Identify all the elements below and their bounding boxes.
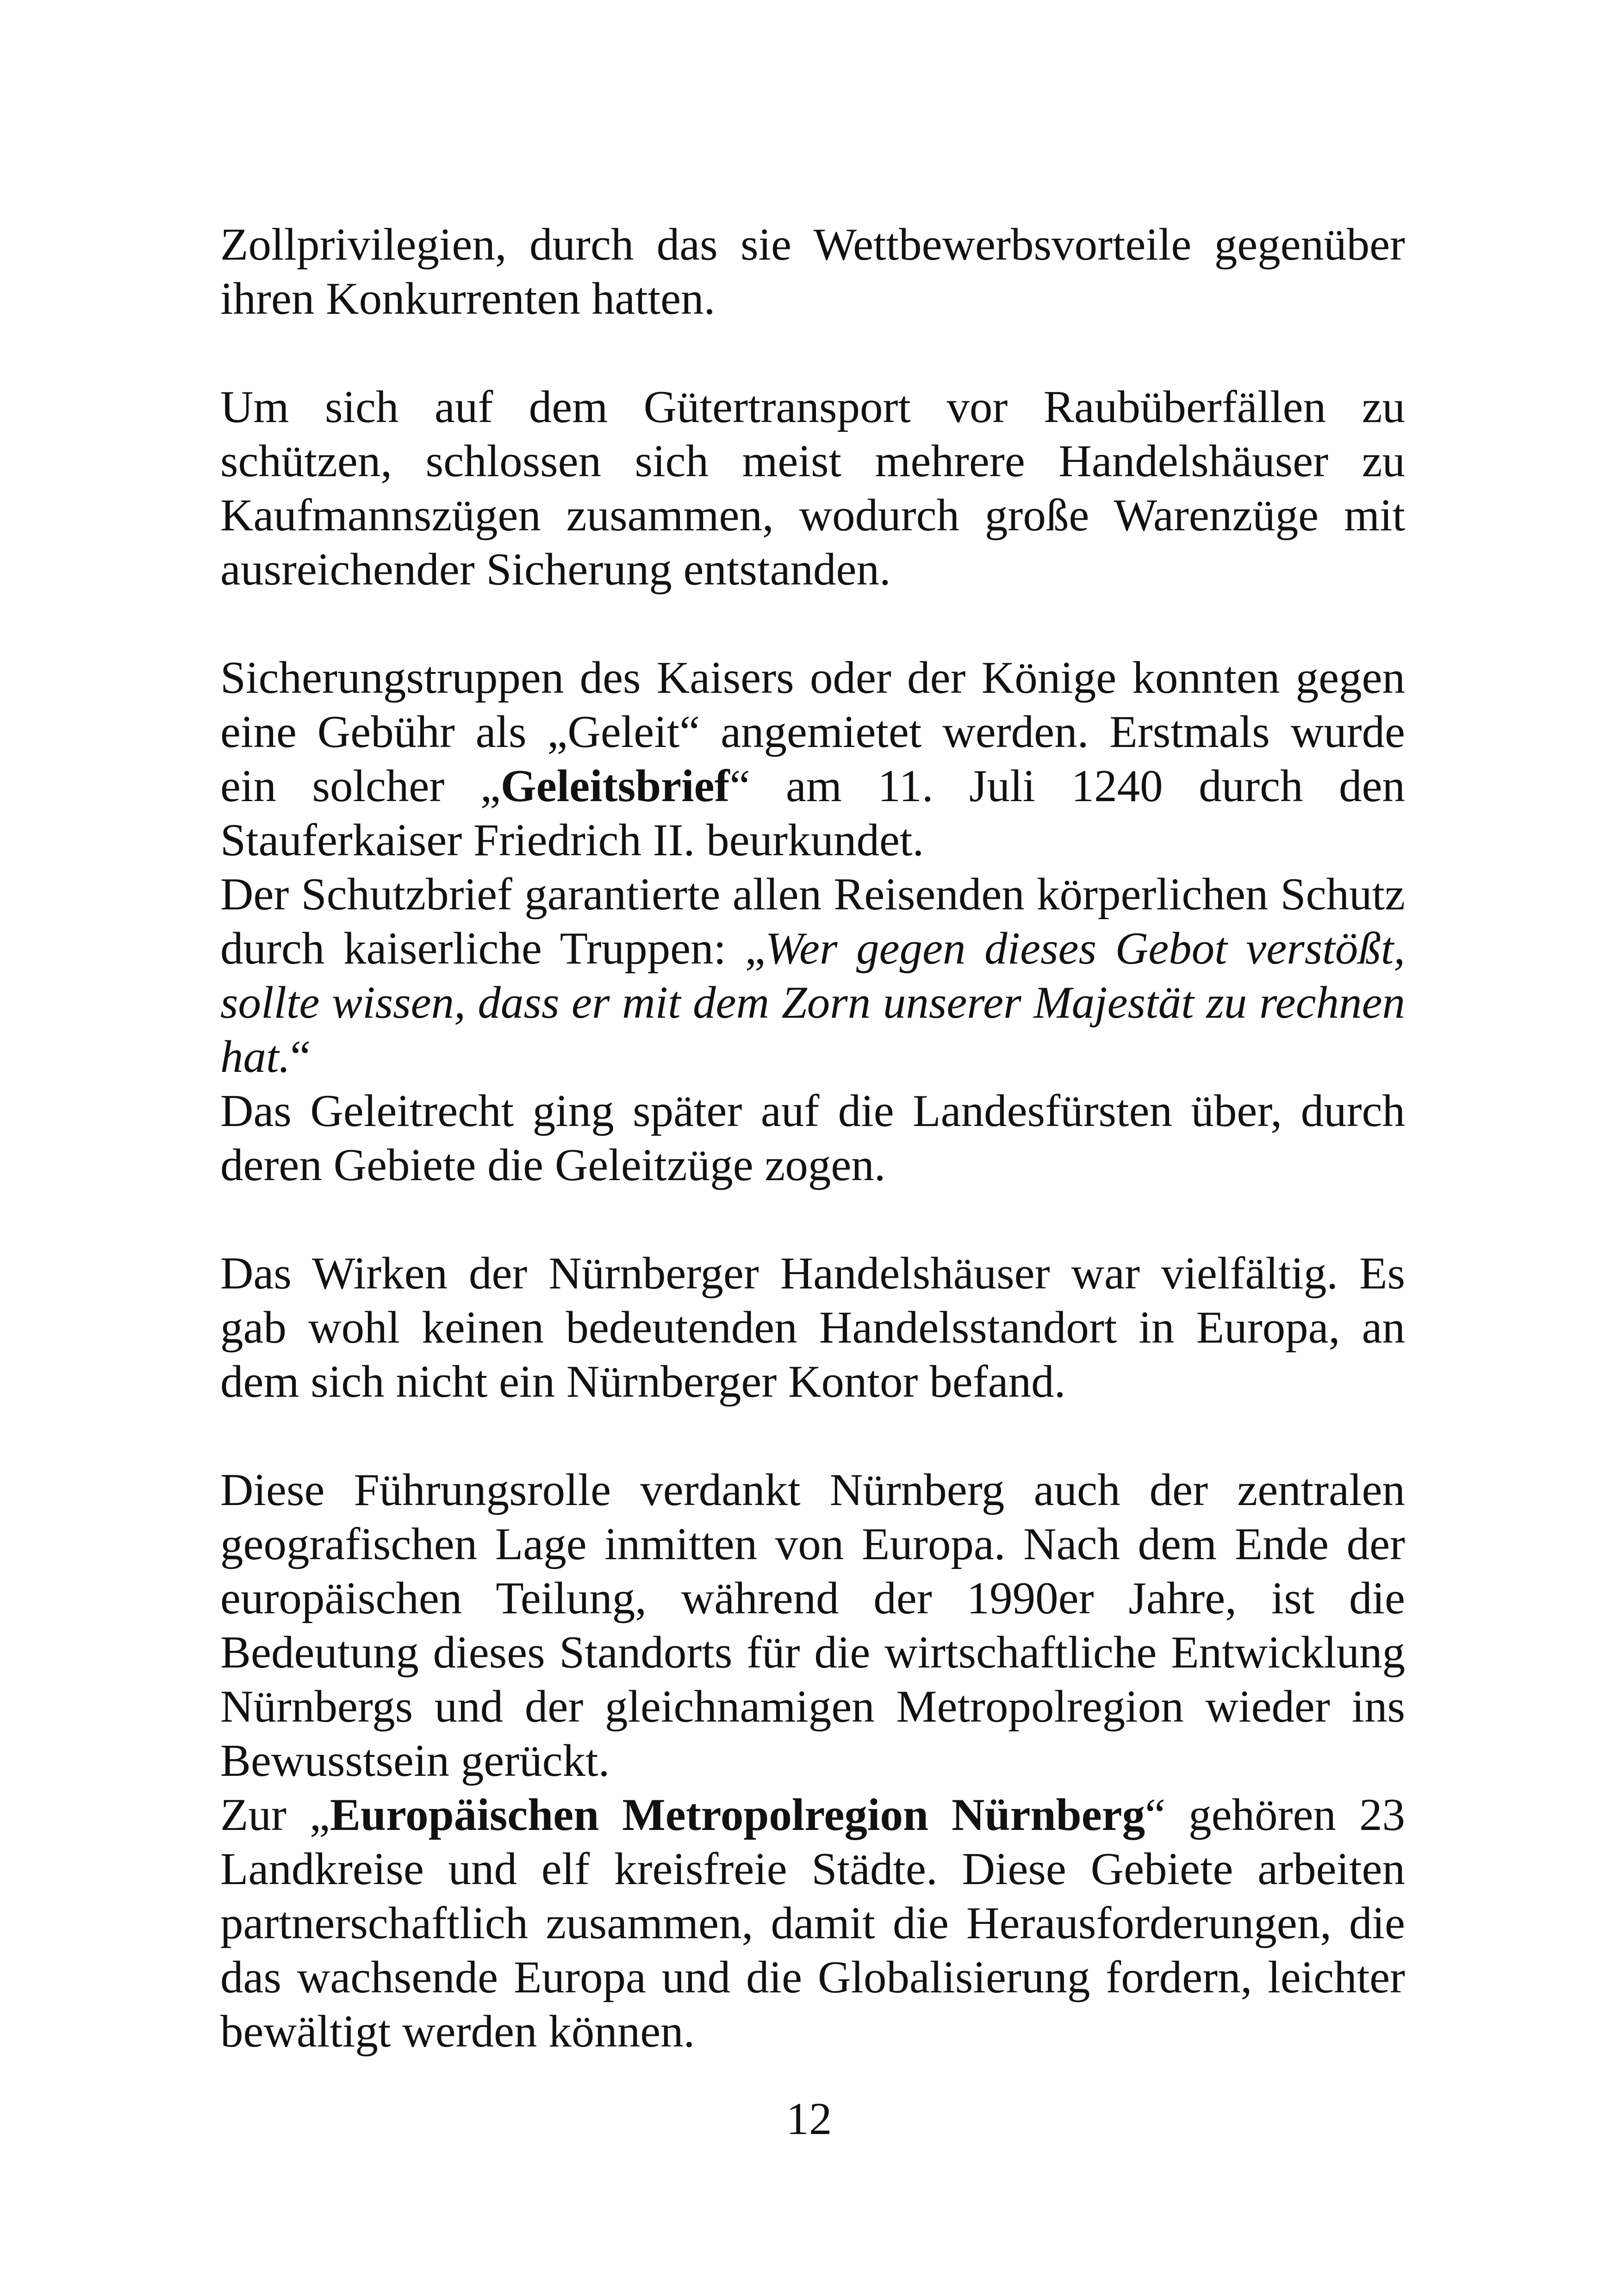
paragraph-handelshäuser: Das Wirken der Nürnberger Handelshäuser war vielfältig. Es gab wohl keinen bedeutenden Handelsstandort in Europa, an dem sich nicht ein Nürnberger Kontor befand. xyxy=(220,1248,1405,1407)
paragraph-zollprivilegien: Zollprivilegien, durch das sie Wettbewerbsvorteile gegenüber ihren Konkurrenten hatten. xyxy=(220,219,1405,324)
bold-term-geleitsbrief: Geleitsbrief xyxy=(500,761,730,811)
paragraph-geleitsbrief: Sicherungstruppen des Kaisers oder der Könige konnten gegen eine Gebühr als „Geleit“ angemietet werden. Erstmals wurde ein solcher „Geleitsbrief“ am 11. Juli 1240 durch den Stauferkaiser Friedrich II. beurkundet. xyxy=(220,653,1405,865)
paragraph-gap xyxy=(220,1192,1405,1246)
paragraph-führungsrolle: Diese Führungsrolle verdankt Nürnberg auch der zentralen geografischen Lage inmitten von Europa. Nach dem Ende der europäischen Teilung, während der 1990er Jahre, ist die Bedeutung dieses Standorts für die wirtschaftliche Entwicklung Nürnbergs und der gleichnamigen Metropolregion wieder ins Bewusstsein gerückt. xyxy=(220,1465,1405,1786)
paragraph-metropolregion: Zur „Europäischen Metropolregion Nürnberg“ gehören 23 Landkreise und elf kreisfreie Städte. Diese Gebiete arbeiten partnerschaftlich zusammen, damit die Herausforderungen, die das wachsende Europa und die Globalisierung fordern, leichter bewältigt werden können. xyxy=(220,1790,1405,2057)
paragraph-gap xyxy=(220,1409,1405,1463)
paragraph-gütertransport: Um sich auf dem Gütertransport vor Raubüberfällen zu schützen, schlossen sich meist mehrere Handelshäuser zu Kaufmannszügen zusammen, wodurch große Warenzüge mit ausreichender Sicherung entstanden. xyxy=(220,382,1405,595)
bold-term-metropolregion: Europäischen Metropolregion Nürnberg xyxy=(330,1790,1145,1840)
body-text xyxy=(220,218,1405,2059)
paragraph-gap xyxy=(220,326,1405,380)
paragraph-geleitrecht: Das Geleitrecht ging später auf die Landesfürsten über, durch deren Gebiete die Geleitzüge zogen. xyxy=(220,1086,1405,1190)
page-number: 12 xyxy=(786,2094,832,2144)
italic-quote: Wer gegen dieses Gebot verstößt, sollte wissen, dass er mit dem Zorn unserer Majestät zu rechnen hat. xyxy=(220,923,1405,1082)
paragraph-gap xyxy=(220,597,1405,651)
paragraph-schutzbrief: Der Schutzbrief garantierte allen Reisenden körperlichen Schutz durch kaiserliche Truppen: „Wer gegen dieses Gebot verstößt, sollte wissen, dass er mit dem Zorn unserer Majestät zu rechnen hat.“ xyxy=(220,869,1405,1082)
